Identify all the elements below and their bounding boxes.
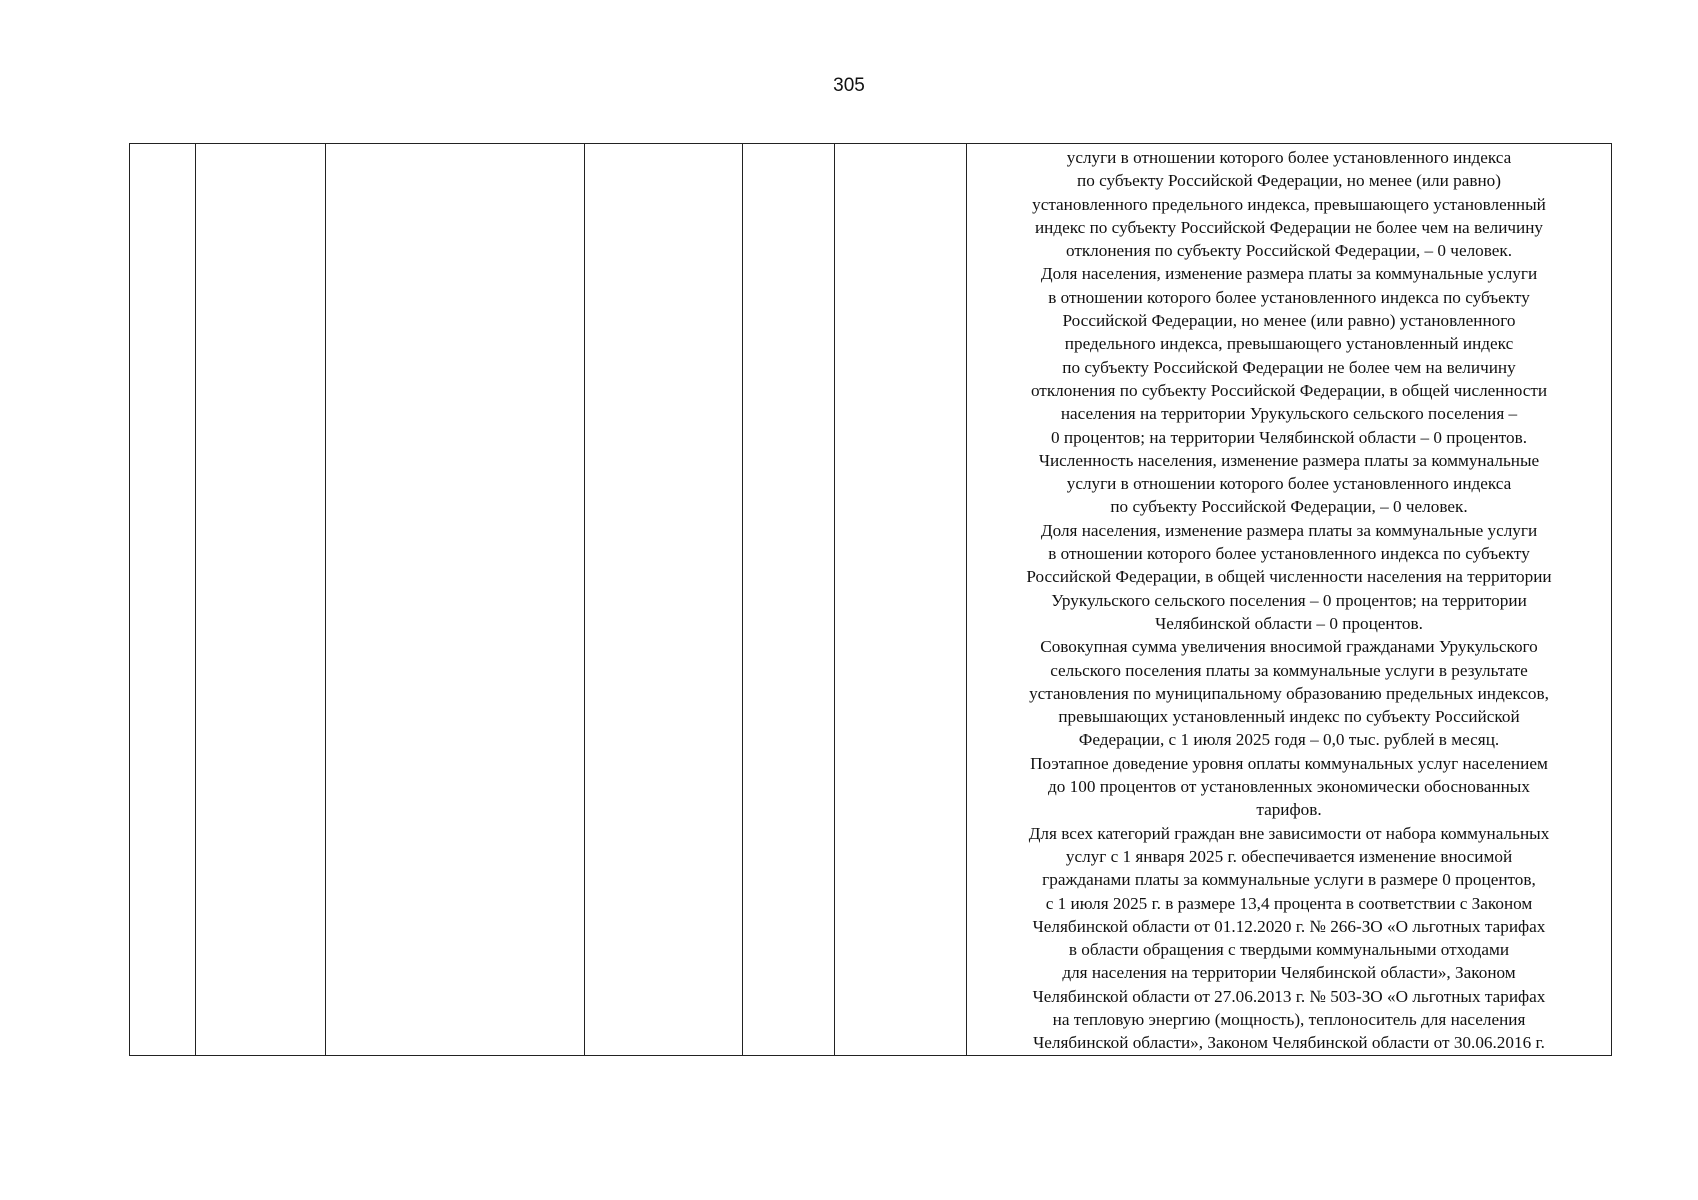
text-line: по субъекту Российской Федерации не более чем на величину bbox=[1062, 357, 1516, 377]
page-number: 305 bbox=[833, 75, 865, 96]
text-line: индекс по субъекту Российской Федерации не более чем на величину bbox=[1034, 217, 1544, 237]
text-line: Челябинской области», Законом Челябинской области от 30.06.2016 г. bbox=[1033, 1033, 1545, 1053]
text-line: установленного предельного индекса, превышающего установленный bbox=[1032, 194, 1546, 214]
text-line: Численность населения, изменение размера платы за коммунальные bbox=[1038, 450, 1540, 470]
text-line: Челябинской области – 0 процентов. bbox=[1155, 613, 1423, 633]
text-line: по субъекту Российской Федерации, – 0 человек. bbox=[1110, 497, 1468, 517]
text-line: отклонения по субъекту Российской Федерации, – 0 человек. bbox=[1065, 241, 1513, 261]
text-line: сельского поселения платы за коммунальные услуги в результате bbox=[1050, 660, 1528, 680]
text-line: услуги в отношении которого более установленного индекса bbox=[1066, 474, 1512, 494]
table-cell-col-3 bbox=[326, 144, 585, 1056]
table-row bbox=[130, 144, 1612, 1056]
text-line: Доля населения, изменение размера платы за коммунальные услуги bbox=[1040, 520, 1538, 540]
text-line: услуг с 1 января 2025 г. обеспечивается изменение вносимой bbox=[1065, 846, 1513, 866]
text-line: по субъекту Российской Федерации, но менее (или равно) bbox=[1077, 171, 1501, 191]
text-line: 0 процентов; на территории Челябинской области – 0 процентов. bbox=[1050, 427, 1528, 447]
text-line: в отношении которого более установленного индекса по субъекту bbox=[1048, 544, 1530, 564]
text-line: превышающих установленный индекс по субъекту Российской bbox=[1058, 707, 1520, 727]
text-line: Челябинской области от 01.12.2020 г. № 266-ЗО «О льготных тарифах bbox=[1032, 916, 1546, 936]
text-line: Федерации, с 1 июля 2025 годя – 0,0 тыс. рублей в месяц. bbox=[1078, 730, 1500, 750]
text-line: Доля населения, изменение размера платы за коммунальные услуги bbox=[1040, 264, 1538, 284]
text-line: в области обращения с твердыми коммунальными отходами bbox=[1068, 940, 1510, 960]
table-cell-col-2 bbox=[196, 144, 326, 1056]
text-line: Урукульского сельского поселения – 0 процентов; на территории bbox=[1051, 590, 1527, 610]
document-table bbox=[129, 143, 1612, 1056]
text-line: установления по муниципальному образованию предельных индексов, bbox=[1029, 683, 1549, 703]
text-line: Российской Федерации, но менее (или равно) установленного bbox=[1062, 311, 1516, 331]
text-line: тарифов. bbox=[1256, 800, 1322, 820]
table-cell-col-4 bbox=[585, 144, 743, 1056]
text-line: до 100 процентов от установленных экономически обоснованных bbox=[1048, 777, 1530, 797]
text-line: населения на территории Урукульского сельского поселения – bbox=[1060, 404, 1518, 424]
table-cell-description bbox=[967, 144, 1612, 1056]
text-line: услуги в отношении которого более установленного индекса bbox=[1066, 148, 1512, 167]
text-line: гражданами платы за коммунальные услуги в размере 0 процентов, bbox=[1042, 870, 1536, 890]
text-line: отклонения по субъекту Российской Федерации, в общей численности bbox=[1030, 380, 1548, 400]
text-line: Челябинской области от 27.06.2013 г. № 503-ЗО «О льготных тарифах bbox=[1032, 986, 1546, 1006]
text-line: с 1 июля 2025 г. в размере 13,4 процента в соответствии с Законом bbox=[1045, 893, 1533, 913]
text-line: для населения на территории Челябинской области», Законом bbox=[1062, 963, 1516, 983]
text-line: предельного индекса, превышающего установленный индекс bbox=[1064, 334, 1514, 354]
text-line: Совокупная сумма увеличения вносимой гражданами Урукульского bbox=[1040, 637, 1538, 657]
table-cell-col-5 bbox=[743, 144, 835, 1056]
text-line: Для всех категорий граждан вне зависимости от набора коммунальных bbox=[1028, 823, 1550, 843]
text-line: Российской Федерации, в общей численности населения на территории bbox=[1026, 567, 1552, 587]
text-line: Поэтапное доведение уровня оплаты коммунальных услуг населением bbox=[1030, 753, 1548, 773]
text-line: на тепловую энергию (мощность), теплоноситель для населения bbox=[1052, 1009, 1526, 1029]
table-cell-col-6 bbox=[835, 144, 967, 1056]
table-cell-col-1 bbox=[130, 144, 196, 1056]
text-line: в отношении которого более установленного индекса по субъекту bbox=[1048, 287, 1530, 307]
